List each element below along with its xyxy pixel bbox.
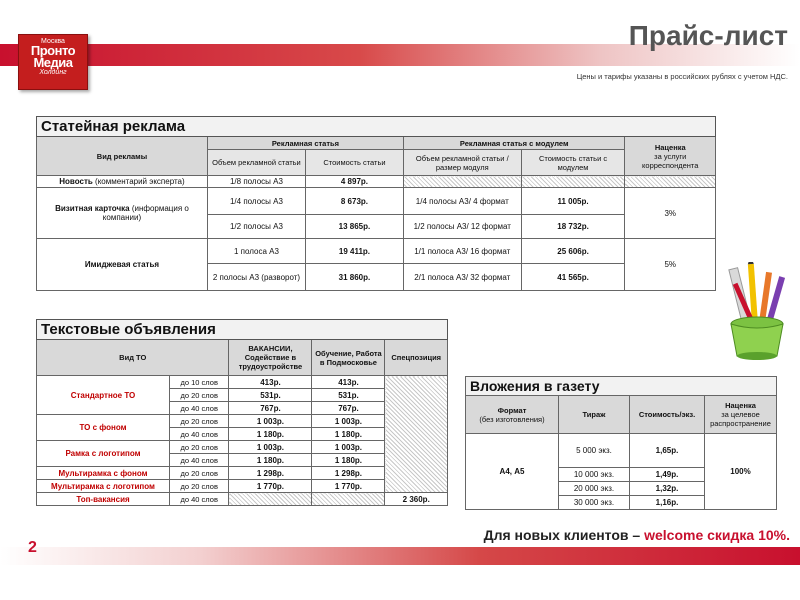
cell-vacancy-price: 767р. (229, 402, 312, 415)
cell-empty (312, 493, 385, 506)
cell-education-price: 531р. (312, 389, 385, 402)
cell-vacancy-price: 1 180р. (229, 428, 312, 441)
cell-empty (385, 376, 448, 493)
promo-text (484, 527, 790, 543)
col-volume-module: Объем рекламной статьи / размер модуля (403, 150, 521, 176)
cell-words: до 40 слов (170, 493, 229, 506)
cell-education-price: 1 298р. (312, 467, 385, 480)
page-title: Прайс-лист (628, 20, 788, 51)
cell-education-price: 1 180р. (312, 454, 385, 467)
col-markup-sub: за услуги корреспондента (642, 151, 699, 170)
cell-words: до 40 слов (170, 402, 229, 415)
cell-words: до 20 слов (170, 415, 229, 428)
page-number: 2 (28, 539, 37, 556)
cell-image-cost: 19 411р. (305, 239, 403, 264)
cell-words: до 20 слов (170, 480, 229, 493)
cell-card-volume-module: 1/2 полосы А3/ 12 формат (403, 215, 521, 239)
col-markup (705, 396, 777, 434)
text-ad-group-name: ТО с фоном (37, 415, 170, 441)
col-education: Обучение, Работа в Подмосковье (312, 340, 385, 376)
cell-words: до 40 слов (170, 428, 229, 441)
text-ad-group-name: Рамка с логотипом (37, 441, 170, 467)
pencil-cup-illustration (722, 262, 792, 362)
cell-cost: 1,32р. (630, 482, 705, 496)
cell-image-volume-module: 2/1 полоса А3/ 32 формат (403, 264, 521, 291)
col-article: Рекламная статья (207, 137, 403, 150)
col-format-title: Формат (497, 405, 527, 415)
cell-run: 5 000 экз. (559, 434, 630, 468)
cell-vacancy-price: 1 003р. (229, 441, 312, 454)
col-article-module: Рекламная статья с модулем (403, 137, 625, 150)
cell-vacancy-price: 413р. (229, 376, 312, 389)
cell-vacancy-price: 531р. (229, 389, 312, 402)
promo-discount: welcome скидка 10%. (644, 527, 790, 543)
logo-word-2: Медиа (33, 55, 73, 70)
logo-city: Москва (41, 38, 65, 45)
col-format (466, 396, 559, 434)
cell-education-price: 413р. (312, 376, 385, 389)
cell-run: 30 000 экз. (559, 496, 630, 510)
cell-news-volume: 1/8 полосы А3 (207, 176, 305, 188)
article-ads-table (36, 116, 716, 291)
text-ads-body (37, 376, 448, 493)
col-cost-module: Стоимость статьи с модулем (521, 150, 625, 176)
cell-cost: 1,16р. (630, 496, 705, 510)
cell-image-markup: 5% (625, 239, 716, 291)
cell-education-price: 1 003р. (312, 415, 385, 428)
row-news-name: Новость (комментарий эксперта) (37, 176, 208, 188)
cell-image-volume-module: 1/1 полоса А3/ 16 формат (403, 239, 521, 264)
cell-cost: 1,65р. (630, 434, 705, 468)
cell-card-cost: 8 673р. (305, 188, 403, 215)
row-image-name: Имиджевая статья (37, 239, 208, 291)
col-ad-type: Вид рекламы (37, 137, 208, 176)
cell-run: 10 000 экз. (559, 468, 630, 482)
cell-vacancy-price: 1 003р. (229, 415, 312, 428)
logo-word-1: Пронто (30, 43, 76, 58)
cell-image-cost-module: 25 606р. (521, 239, 625, 264)
cell-image-volume: 2 полосы А3 (разворот) (207, 264, 305, 291)
cell-vacancy-price: 1 298р. (229, 467, 312, 480)
text-ad-group-name: Мультирамка с логотипом (37, 480, 170, 493)
cell-empty (625, 176, 716, 188)
col-vacancy: ВАКАНСИИ, Содействие в трудоустройстве (229, 340, 312, 376)
cell-format: А4, А5 (466, 434, 559, 510)
text-ads-caption: Текстовые объявления (37, 320, 448, 340)
cell-top-vacancy-price: 2 360р. (385, 493, 448, 506)
cell-education-price: 1 003р. (312, 441, 385, 454)
company-logo (18, 34, 88, 90)
col-run: Тираж (559, 396, 630, 434)
promo-prefix: Для новых клиентов – (483, 527, 641, 543)
cell-news-cost: 4 897р. (305, 176, 403, 188)
col-markup (625, 137, 716, 176)
row-top-vacancy-name: Топ-вакансия (37, 493, 170, 506)
text-ad-group-name: Стандартное ТО (37, 376, 170, 415)
cell-empty (229, 493, 312, 506)
inserts-caption: Вложения в газету (466, 377, 777, 396)
cell-image-volume: 1 полоса А3 (207, 239, 305, 264)
cell-cost: 1,49р. (630, 468, 705, 482)
inserts-table (465, 376, 777, 510)
cell-card-cost-module: 11 005р. (521, 188, 625, 215)
col-special: Спецпозиция (385, 340, 448, 376)
text-ad-group-name: Мультирамка с фоном (37, 467, 170, 480)
cell-education-price: 1 770р. (312, 480, 385, 493)
cell-markup: 100% (705, 434, 777, 510)
col-markup-sub: за целевое распространение (710, 410, 771, 428)
footer-red-strip (0, 547, 800, 565)
cell-words: до 20 слов (170, 389, 229, 402)
col-volume: Объем рекламной статьи (207, 150, 305, 176)
cell-education-price: 767р. (312, 402, 385, 415)
page-subtitle: Цены и тарифы указаны в российских рублях с учетом НДС. (576, 72, 788, 81)
cell-vacancy-price: 1 180р. (229, 454, 312, 467)
cell-words: до 20 слов (170, 441, 229, 454)
cell-vacancy-price: 1 770р. (229, 480, 312, 493)
article-ads-caption: Статейная реклама (37, 117, 716, 137)
table-row (37, 376, 448, 389)
cell-image-cost-module: 41 565р. (521, 264, 625, 291)
cell-card-cost: 13 865р. (305, 215, 403, 239)
col-cost: Стоимость статьи (305, 150, 403, 176)
col-format-sub: (без изготовления) (479, 414, 545, 424)
cell-card-markup: 3% (625, 188, 716, 239)
cell-card-volume: 1/4 полосы А3 (207, 188, 305, 215)
col-markup-title: Наценка (654, 142, 686, 152)
col-cost: Стоимость/экз. (630, 396, 705, 434)
cell-card-volume: 1/2 полосы А3 (207, 215, 305, 239)
cell-words: до 10 слов (170, 376, 229, 389)
col-to-type: Вид ТО (37, 340, 229, 376)
cell-empty (521, 176, 625, 188)
cell-card-cost-module: 18 732р. (521, 215, 625, 239)
row-card-name: Визитная карточка (информация о компании) (37, 188, 208, 239)
cell-education-price: 1 180р. (312, 428, 385, 441)
cell-image-cost: 31 860р. (305, 264, 403, 291)
cell-words: до 40 слов (170, 454, 229, 467)
cell-words: до 20 слов (170, 467, 229, 480)
cell-run: 20 000 экз. (559, 482, 630, 496)
col-markup-title: Наценка (725, 401, 756, 410)
text-ads-table (36, 319, 448, 506)
logo-holding: Холдинг (39, 69, 67, 76)
cell-card-volume-module: 1/4 полосы А3/ 4 формат (403, 188, 521, 215)
cell-empty (403, 176, 521, 188)
